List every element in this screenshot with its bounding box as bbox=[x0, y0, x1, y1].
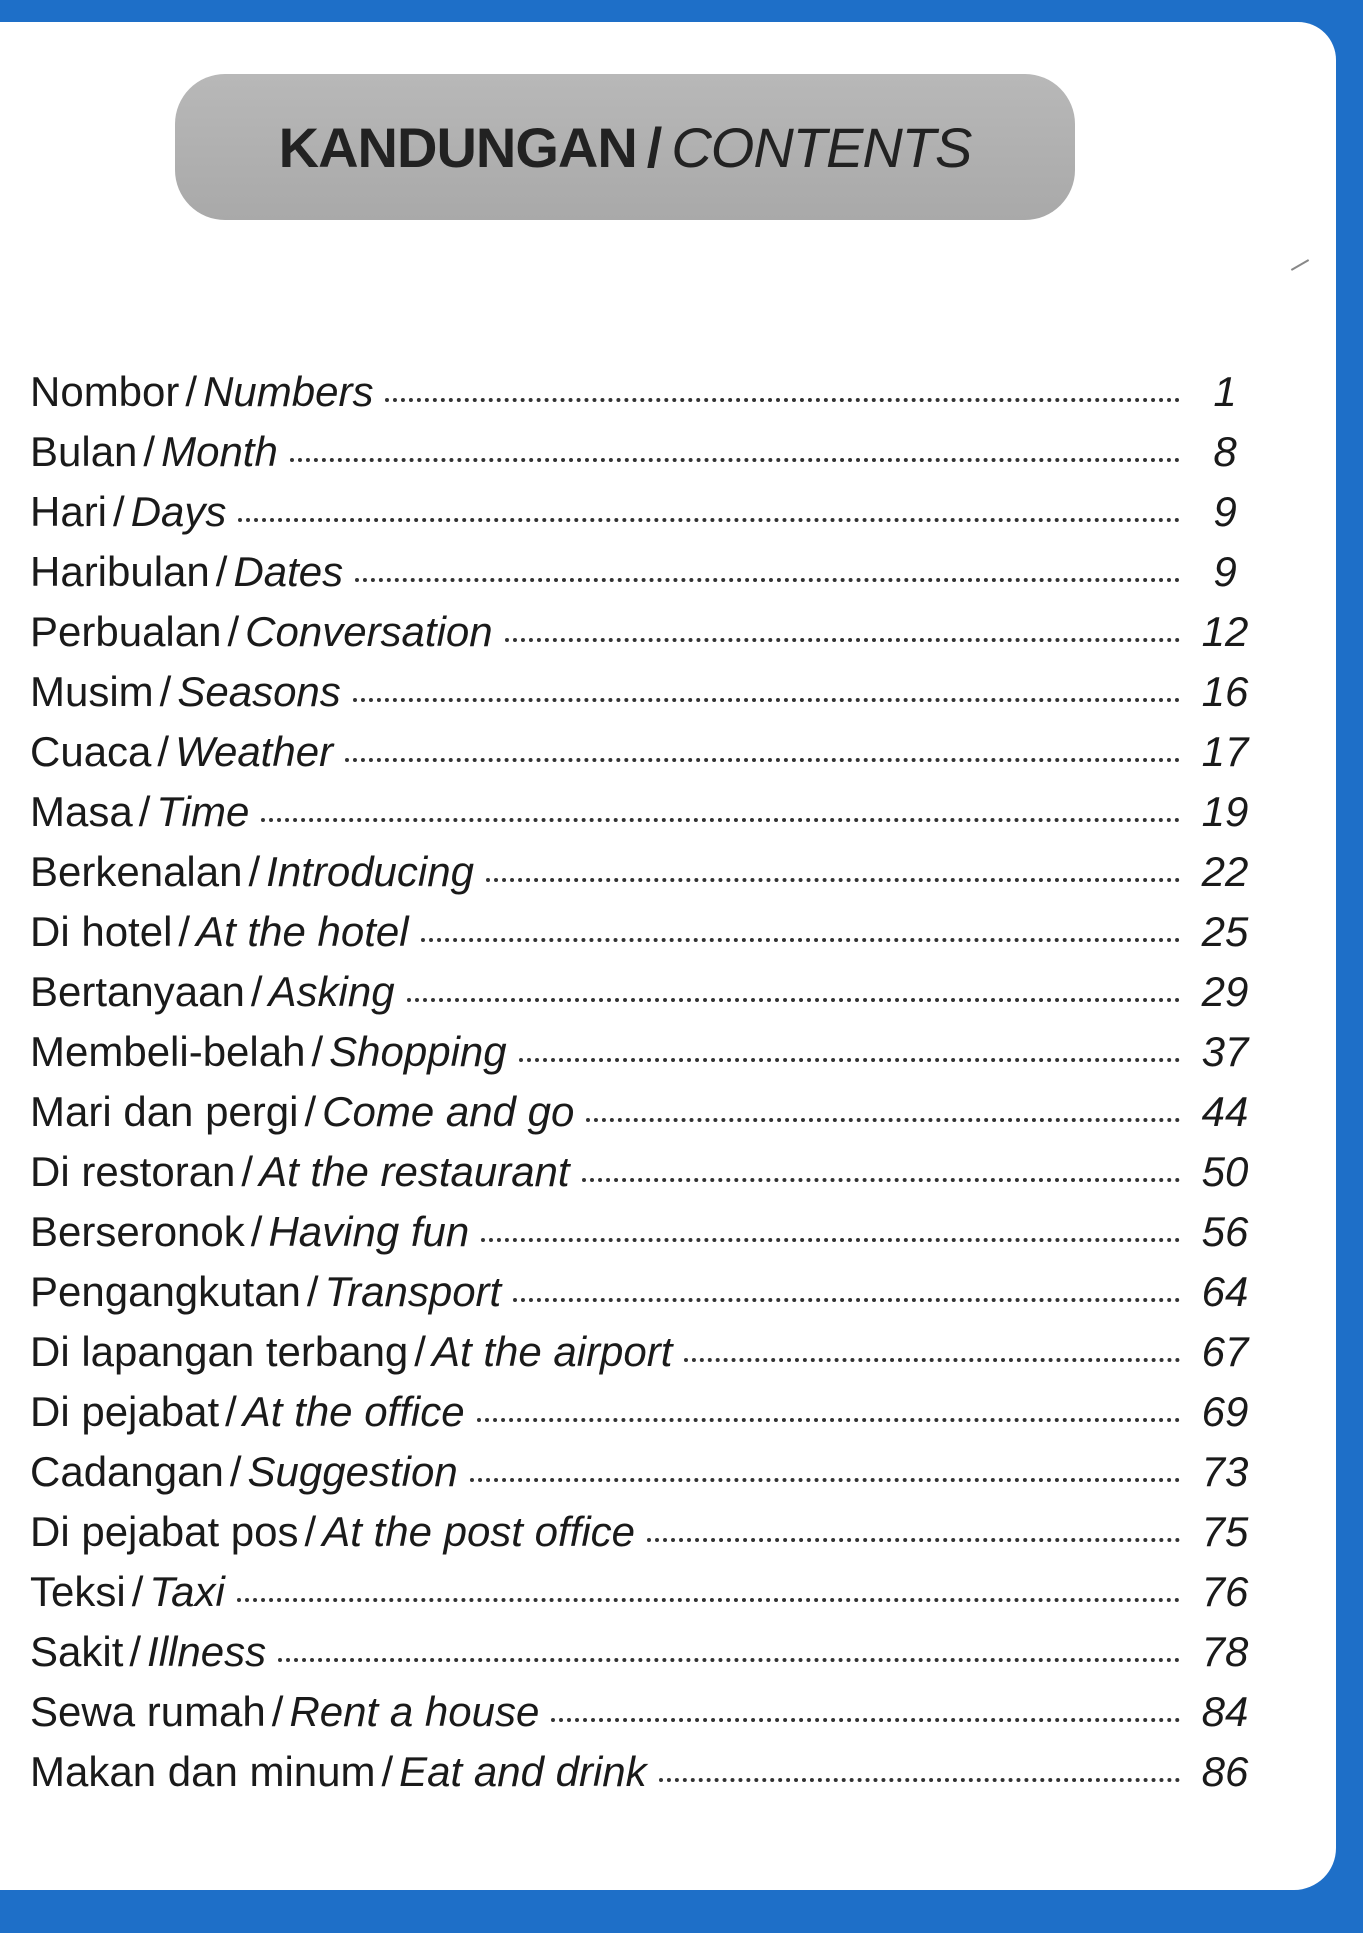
entry-malay: Bertanyaan bbox=[30, 968, 245, 1015]
entry-page: 76 bbox=[1201, 1568, 1249, 1615]
dot-leader bbox=[551, 1718, 1180, 1722]
entry-english: Rent a house bbox=[289, 1688, 540, 1735]
dot-leader bbox=[421, 938, 1180, 942]
entry-page: 75 bbox=[1201, 1508, 1249, 1555]
toc-entry[interactable] bbox=[30, 362, 1260, 422]
entry-separator: / bbox=[159, 668, 172, 715]
title-separator: / bbox=[646, 115, 662, 179]
dot-leader bbox=[477, 1418, 1180, 1422]
entry-malay: Di restoran bbox=[30, 1148, 236, 1195]
toc-entry[interactable] bbox=[30, 962, 1260, 1022]
toc-entry[interactable] bbox=[30, 662, 1260, 722]
entry-english: Seasons bbox=[177, 668, 341, 715]
entry-malay: Pengangkutan bbox=[30, 1268, 301, 1315]
entry-page: 86 bbox=[1201, 1748, 1249, 1795]
entry-page: 37 bbox=[1201, 1028, 1249, 1075]
dot-leader bbox=[278, 1658, 1180, 1662]
toc-entry[interactable] bbox=[30, 902, 1260, 962]
entry-malay: Berkenalan bbox=[30, 848, 243, 895]
toc-entry[interactable] bbox=[30, 1322, 1260, 1382]
toc-entry[interactable] bbox=[30, 1442, 1260, 1502]
entry-malay: Teksi bbox=[30, 1568, 126, 1615]
entry-page: 73 bbox=[1201, 1448, 1249, 1495]
dot-leader bbox=[237, 1598, 1180, 1602]
entry-separator: / bbox=[414, 1328, 426, 1375]
toc-entry[interactable] bbox=[30, 842, 1260, 902]
entry-page: 8 bbox=[1213, 428, 1237, 475]
entry-page: 67 bbox=[1201, 1328, 1249, 1375]
title-english: CONTENTS bbox=[671, 115, 972, 179]
entry-separator: / bbox=[178, 908, 191, 955]
dot-leader bbox=[345, 758, 1180, 762]
dot-leader bbox=[261, 818, 1180, 822]
dot-leader bbox=[684, 1358, 1180, 1362]
entry-malay: Sakit bbox=[30, 1628, 124, 1675]
entry-malay: Makan dan minum bbox=[30, 1748, 376, 1795]
entry-page: 9 bbox=[1213, 548, 1237, 595]
entry-english: Come and go bbox=[322, 1088, 575, 1135]
entry-english: At the hotel bbox=[196, 908, 409, 955]
toc-entry[interactable] bbox=[30, 1262, 1260, 1322]
entry-english: Weather bbox=[175, 728, 334, 775]
entry-english: At the post office bbox=[322, 1508, 636, 1555]
dot-leader bbox=[238, 518, 1180, 522]
entry-english: Illness bbox=[147, 1628, 267, 1675]
entry-english: Days bbox=[130, 488, 227, 535]
dot-leader bbox=[353, 698, 1180, 702]
entry-english: Time bbox=[156, 788, 250, 835]
dot-leader bbox=[586, 1118, 1180, 1122]
entry-page: 17 bbox=[1201, 728, 1249, 775]
entry-page: 16 bbox=[1201, 668, 1249, 715]
pen-mark bbox=[1291, 259, 1309, 271]
entry-malay: Bulan bbox=[30, 428, 138, 475]
entry-separator: / bbox=[306, 1268, 319, 1315]
entry-malay: Nombor bbox=[30, 368, 180, 415]
entry-separator: / bbox=[248, 848, 261, 895]
dot-leader bbox=[290, 458, 1180, 462]
entry-malay: Berseronok bbox=[30, 1208, 245, 1255]
entry-page: 56 bbox=[1201, 1208, 1249, 1255]
toc-entry[interactable] bbox=[30, 1682, 1260, 1742]
entry-separator: / bbox=[215, 548, 228, 595]
toc-entry[interactable] bbox=[30, 782, 1260, 842]
entry-english: Having fun bbox=[268, 1208, 470, 1255]
entry-malay: Cuaca bbox=[30, 728, 152, 775]
entry-english: Eat and drink bbox=[399, 1748, 647, 1795]
entry-separator: / bbox=[225, 1388, 237, 1435]
entry-english: Transport bbox=[324, 1268, 502, 1315]
toc-entry[interactable] bbox=[30, 1622, 1260, 1682]
dot-leader bbox=[505, 638, 1180, 642]
entry-english: Introducing bbox=[266, 848, 474, 895]
dot-leader bbox=[582, 1178, 1180, 1182]
dot-leader bbox=[355, 578, 1180, 582]
entry-english: At the airport bbox=[431, 1328, 673, 1375]
entry-english: Asking bbox=[268, 968, 395, 1015]
entry-separator: / bbox=[129, 1628, 142, 1675]
toc-entry[interactable] bbox=[30, 1082, 1260, 1142]
dot-leader bbox=[513, 1298, 1180, 1302]
entry-separator: / bbox=[250, 968, 263, 1015]
entry-page: 12 bbox=[1201, 608, 1249, 655]
entry-separator: / bbox=[250, 1208, 263, 1255]
toc-entry[interactable] bbox=[30, 542, 1260, 602]
entry-malay: Mari dan pergi bbox=[30, 1088, 299, 1135]
dot-leader bbox=[519, 1058, 1180, 1062]
entry-separator: / bbox=[304, 1508, 317, 1555]
entry-english: Dates bbox=[233, 548, 344, 595]
entry-separator: / bbox=[157, 728, 170, 775]
entry-malay: Di pejabat bbox=[30, 1388, 220, 1435]
entry-page: 84 bbox=[1201, 1688, 1249, 1735]
toc-entry[interactable] bbox=[30, 1502, 1260, 1562]
entry-separator: / bbox=[227, 608, 240, 655]
entry-page: 29 bbox=[1201, 968, 1249, 1015]
entry-separator: / bbox=[271, 1688, 284, 1735]
entry-english: Numbers bbox=[203, 368, 374, 415]
entry-english: Month bbox=[161, 428, 278, 475]
entry-malay: Cadangan bbox=[30, 1448, 224, 1495]
toc-entry[interactable] bbox=[30, 1742, 1260, 1802]
entry-separator: / bbox=[229, 1448, 242, 1495]
toc-entry[interactable] bbox=[30, 1382, 1260, 1442]
entry-separator: / bbox=[241, 1148, 254, 1195]
title-malay: KANDUNGAN bbox=[278, 115, 637, 179]
entry-malay: Di pejabat pos bbox=[30, 1508, 299, 1555]
entry-page: 1 bbox=[1213, 368, 1237, 415]
entry-malay: Hari bbox=[30, 488, 108, 535]
entry-page: 9 bbox=[1213, 488, 1237, 535]
entry-page: 44 bbox=[1201, 1088, 1249, 1135]
dot-leader bbox=[659, 1778, 1180, 1782]
book-page bbox=[0, 22, 1336, 1890]
table-of-contents bbox=[30, 362, 1260, 1802]
entry-malay: Di hotel bbox=[30, 908, 173, 955]
entry-page: 64 bbox=[1201, 1268, 1249, 1315]
entry-separator: / bbox=[143, 428, 156, 475]
contents-title-banner bbox=[175, 74, 1075, 220]
entry-page: 19 bbox=[1201, 788, 1249, 835]
toc-entry[interactable] bbox=[30, 602, 1260, 662]
entry-separator: / bbox=[381, 1748, 394, 1795]
entry-malay: Perbualan bbox=[30, 608, 222, 655]
toc-entry[interactable] bbox=[30, 1202, 1260, 1262]
dot-leader bbox=[470, 1478, 1180, 1482]
entry-page: 22 bbox=[1201, 848, 1249, 895]
entry-english: Shopping bbox=[329, 1028, 507, 1075]
entry-separator: / bbox=[138, 788, 151, 835]
toc-entry[interactable] bbox=[30, 1022, 1260, 1082]
toc-entry[interactable] bbox=[30, 422, 1260, 482]
entry-english: Taxi bbox=[149, 1568, 225, 1615]
dot-leader bbox=[647, 1538, 1180, 1542]
toc-entry[interactable] bbox=[30, 482, 1260, 542]
entry-separator: / bbox=[311, 1028, 324, 1075]
entry-english: At the office bbox=[242, 1388, 465, 1435]
toc-entry[interactable] bbox=[30, 1142, 1260, 1202]
entry-separator: / bbox=[113, 488, 125, 535]
entry-english: Suggestion bbox=[247, 1448, 458, 1495]
entry-page: 50 bbox=[1201, 1148, 1249, 1195]
entry-malay: Haribulan bbox=[30, 548, 210, 595]
dot-leader bbox=[407, 998, 1180, 1002]
entry-page: 78 bbox=[1201, 1628, 1249, 1675]
entry-english: At the restaurant bbox=[259, 1148, 570, 1195]
entry-page: 25 bbox=[1201, 908, 1249, 955]
entry-malay: Masa bbox=[30, 788, 133, 835]
entry-separator: / bbox=[131, 1568, 144, 1615]
dot-leader bbox=[385, 398, 1180, 402]
entry-english: Conversation bbox=[245, 608, 493, 655]
entry-malay: Sewa rumah bbox=[30, 1688, 266, 1735]
toc-entry[interactable] bbox=[30, 722, 1260, 782]
dot-leader bbox=[481, 1238, 1180, 1242]
entry-malay: Musim bbox=[30, 668, 154, 715]
toc-entry[interactable] bbox=[30, 1562, 1260, 1622]
entry-separator: / bbox=[304, 1088, 317, 1135]
entry-separator: / bbox=[185, 368, 198, 415]
entry-page: 69 bbox=[1201, 1388, 1249, 1435]
entry-malay: Di lapangan terbang bbox=[30, 1328, 409, 1375]
entry-malay: Membeli-belah bbox=[30, 1028, 306, 1075]
dot-leader bbox=[486, 878, 1180, 882]
